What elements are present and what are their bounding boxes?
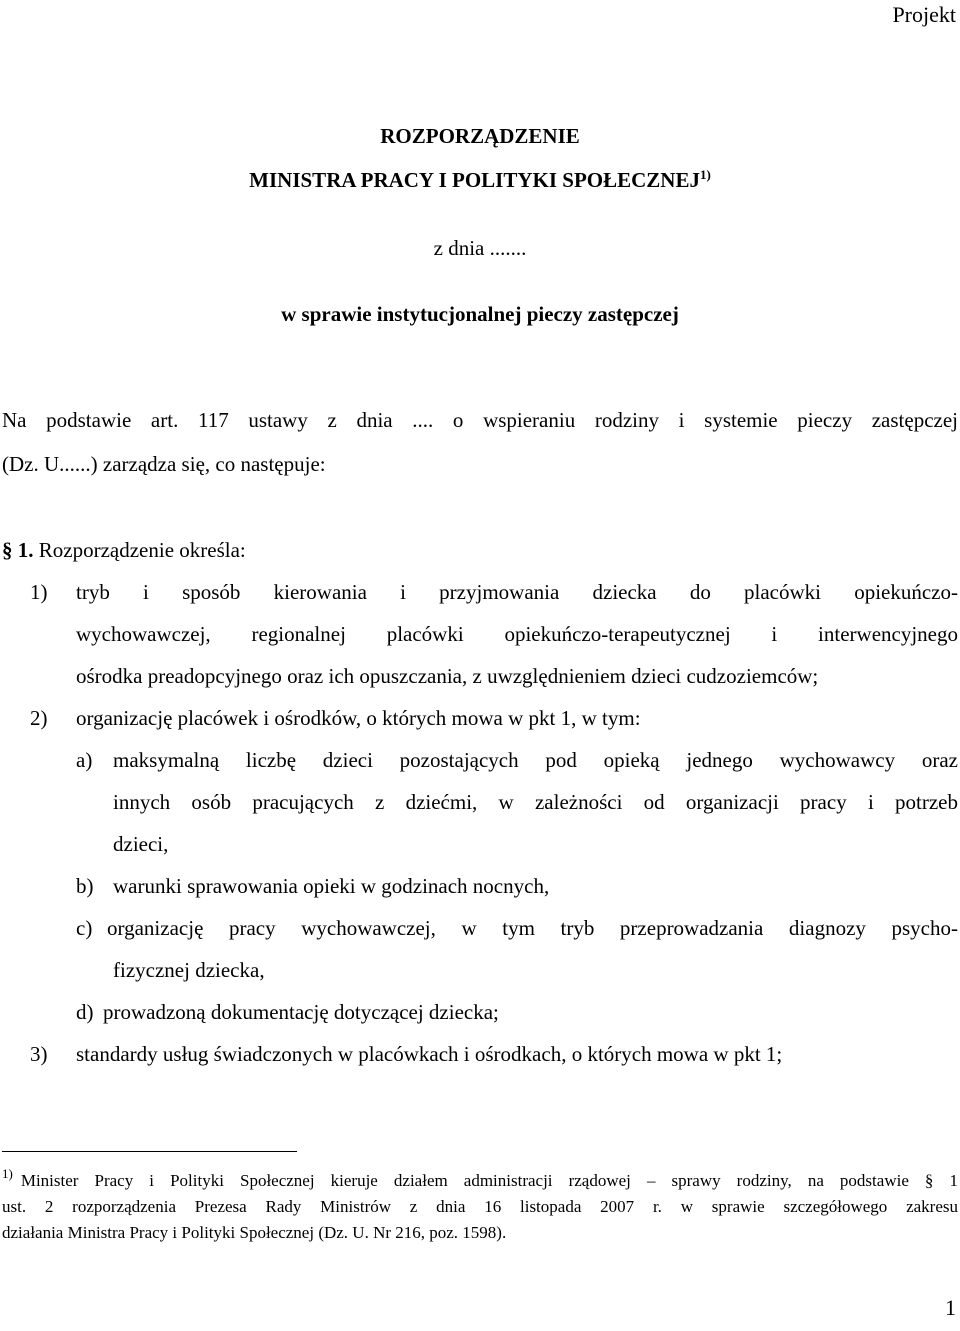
item-1-number: 1) bbox=[30, 580, 48, 604]
subitem-a-letter: a) bbox=[76, 748, 93, 772]
subitem-b-text: warunki sprawowania opieki w godzinach nocnych, bbox=[113, 874, 550, 898]
document-subject: w sprawie instytucjonalnej pieczy zastępczej bbox=[281, 302, 679, 326]
subitem-a-line-2: innych osób pracujących z dziećmi, w zależności od organizacji pracy i potrzeb bbox=[113, 790, 958, 814]
footnote-mark: 1) bbox=[2, 1168, 13, 1181]
preamble-line-1: Na podstawie art. 117 ustawy z dnia .... o wspieraniu rodziny i systemie pieczy zastępczej bbox=[2, 408, 958, 432]
subitem-c-line-1: organizację pracy wychowawczej, w tym tryb przeprowadzania diagnozy psycho- bbox=[107, 916, 958, 940]
footnote-line-3: działania Ministra Pracy i Polityki Społecznej (Dz. U. Nr 216, poz. 1598). bbox=[2, 1223, 507, 1242]
item-2-text: organizację placówek i ośrodków, o których mowa w pkt 1, w tym: bbox=[76, 706, 641, 730]
document-date: z dnia ....... bbox=[433, 236, 527, 260]
item-1-line-2: wychowawczej, regionalnej placówki opiekuńczo-terapeutycznej i interwencyjnego bbox=[76, 622, 958, 646]
footnote-line-2: ust. 2 rozporządzenia Prezesa Rady Ministrów z dnia 16 listopada 2007 r. w sprawie szczegółowego zakresu bbox=[2, 1197, 958, 1216]
item-3-text: standardy usług świadczonych w placówkach i ośrodkach, o których mowa w pkt 1; bbox=[76, 1042, 783, 1066]
footnote-line-1 bbox=[2, 1168, 958, 1194]
page-number: 1 bbox=[945, 1295, 956, 1320]
section-1-heading bbox=[2, 538, 246, 563]
subitem-b-letter: b) bbox=[76, 874, 94, 898]
item-2-number: 2) bbox=[30, 706, 48, 730]
subitem-a-line-3: dzieci, bbox=[113, 832, 169, 856]
subitem-a-line-1: maksymalną liczbę dzieci pozostających pod opieką jednego wychowawcy oraz bbox=[113, 748, 958, 772]
footnote-reference: 1) bbox=[699, 167, 711, 182]
item-1-line-1: tryb i sposób kierowania i przyjmowania dziecka do placówki opiekuńczo- bbox=[76, 580, 958, 604]
section-number: § 1. bbox=[2, 538, 34, 562]
document-type-title: ROZPORZĄDZENIE bbox=[380, 124, 580, 148]
footnote-line-1-text: Minister Pracy i Polityki Społecznej kieruje działem administracji rządowej – sprawy rodziny, na podstawie § 1 bbox=[20, 1171, 958, 1190]
subitem-d-letter: d) bbox=[76, 1000, 94, 1024]
issuing-authority bbox=[0, 168, 960, 193]
document-status: Projekt bbox=[892, 2, 956, 27]
footnote bbox=[2, 1168, 958, 1246]
subitem-c-letter: c) bbox=[76, 916, 93, 940]
subitem-d-text: prowadzoną dokumentację dotyczącej dziecka; bbox=[103, 1000, 499, 1024]
item-1-line-3: ośrodka preadopcyjnego oraz ich opuszczania, z uwzględnieniem dzieci cudzoziemców; bbox=[76, 664, 819, 688]
item-3-number: 3) bbox=[30, 1042, 48, 1066]
issuing-authority-text: MINISTRA PRACY I POLITYKI SPOŁECZNEJ bbox=[249, 168, 700, 192]
footnote-separator bbox=[2, 1151, 297, 1152]
section-intro: Rozporządzenie określa: bbox=[38, 538, 246, 562]
preamble-line-2: (Dz. U......) zarządza się, co następuje: bbox=[2, 452, 326, 476]
subitem-c-line-2: fizycznej dziecka, bbox=[113, 958, 265, 982]
